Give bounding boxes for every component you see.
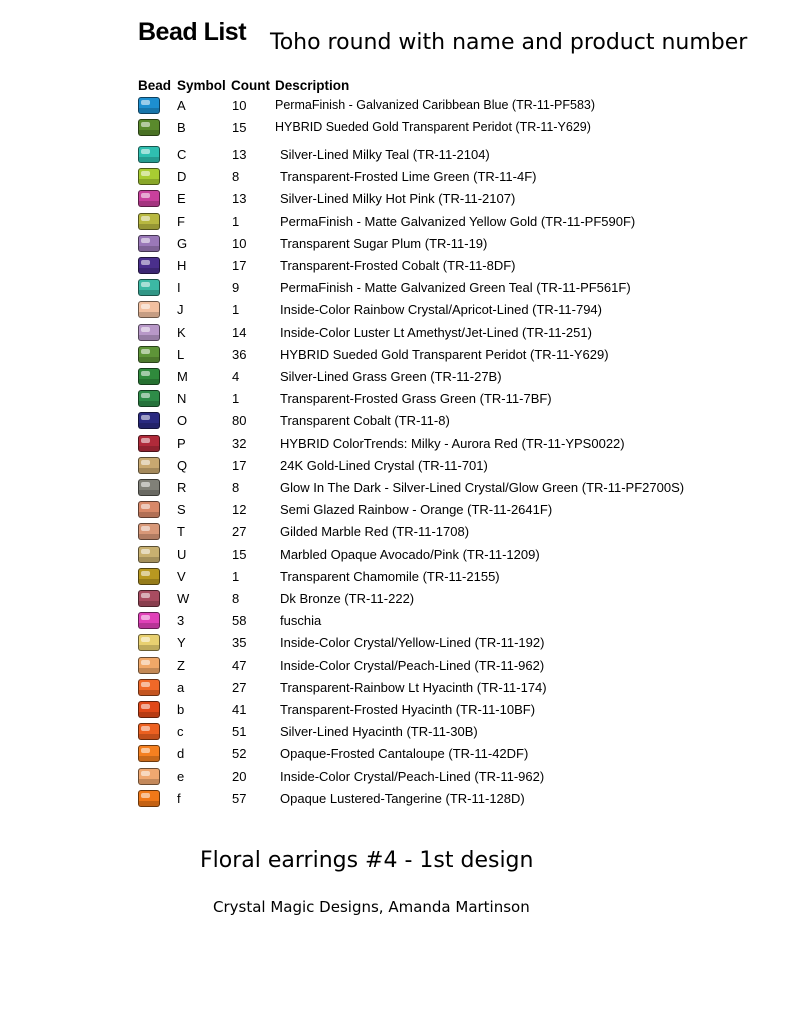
bead-description: Inside-Color Crystal/Peach-Lined (TR-11-962) — [280, 657, 545, 673]
bead-row — [0, 678, 794, 698]
bead-symbol: D — [177, 169, 187, 185]
bead-color-swatch — [138, 701, 160, 718]
bead-row — [0, 789, 794, 809]
bead-description: Opaque Lustered-Tangerine (TR-11-128D) — [280, 790, 525, 806]
bead-count: 17 — [232, 457, 247, 473]
bead-description: Transparent-Rainbow Lt Hyacinth (TR-11-174) — [280, 679, 547, 695]
bead-color-swatch — [138, 546, 160, 563]
bead-color-swatch — [138, 568, 160, 585]
bead-color-swatch — [138, 590, 160, 607]
bead-row — [0, 300, 794, 320]
bead-color-swatch — [138, 97, 160, 114]
bead-color-swatch — [138, 213, 160, 230]
bead-description: Transparent Sugar Plum (TR-11-19) — [280, 235, 488, 251]
bead-count: 15 — [232, 546, 247, 562]
bead-description: Transparent Chamomile (TR-11-2155) — [280, 568, 500, 584]
bead-symbol: Y — [177, 635, 186, 651]
bead-description: Silver-Lined Grass Green (TR-11-27B) — [280, 369, 502, 384]
bead-color-swatch — [138, 324, 160, 341]
bead-count: 10 — [232, 235, 247, 251]
bead-description: HYBRID Sueded Gold Transparent Peridot (TR-11-Y629) — [275, 120, 591, 134]
bead-row — [0, 323, 794, 343]
bead-description: fuschia — [280, 613, 322, 629]
bead-color-swatch — [138, 790, 160, 807]
bead-color-swatch — [138, 368, 160, 385]
bead-row — [0, 212, 794, 232]
bead-symbol: b — [177, 702, 185, 717]
bead-count: 20 — [232, 768, 247, 784]
bead-row — [0, 522, 794, 542]
bead-count: 8 — [232, 169, 240, 185]
bead-color-swatch — [138, 679, 160, 696]
bead-color-swatch — [138, 479, 160, 496]
bead-color-swatch — [138, 168, 160, 185]
bead-count: 8 — [232, 591, 240, 606]
bead-symbol: U — [177, 546, 187, 562]
bead-description: Marbled Opaque Avocado/Pink (TR-11-1209) — [280, 546, 540, 562]
bead-count: 1 — [232, 213, 240, 229]
bead-row — [0, 722, 794, 742]
header-symbol: Symbol — [177, 78, 226, 93]
bead-color-swatch — [138, 235, 160, 252]
bead-count: 15 — [232, 120, 247, 135]
bead-count: 10 — [232, 98, 247, 113]
bead-row — [0, 478, 794, 498]
bead-description: Inside-Color Crystal/Peach-Lined (TR-11-962) — [280, 768, 545, 784]
bead-description: Glow In The Dark - Silver-Lined Crystal/Glow Green (TR-11-PF2700S) — [280, 480, 685, 495]
bead-color-swatch — [138, 119, 160, 136]
bead-row — [0, 278, 794, 298]
bead-symbol: O — [177, 413, 188, 429]
bead-description: HYBRID Sueded Gold Transparent Peridot (TR-11-Y629) — [280, 346, 609, 362]
bead-row — [0, 767, 794, 787]
bead-symbol: e — [177, 768, 185, 784]
bead-symbol: P — [177, 435, 186, 451]
bead-count: 8 — [232, 480, 240, 495]
bead-count: 47 — [232, 657, 247, 673]
bead-description: Transparent-Frosted Cobalt (TR-11-8DF) — [280, 258, 516, 273]
bead-symbol: a — [177, 679, 185, 695]
bead-count: 36 — [232, 346, 247, 362]
bead-description: Semi Glazed Rainbow - Orange (TR-11-2641F) — [280, 502, 553, 518]
bead-row — [0, 589, 794, 609]
bead-color-swatch — [138, 634, 160, 651]
bead-symbol: I — [177, 280, 181, 296]
bead-description: PermaFinish - Matte Galvanized Yellow Gold (TR-11-PF590F) — [280, 213, 636, 229]
bead-row — [0, 367, 794, 387]
bead-description: Silver-Lined Milky Teal (TR-11-2104) — [280, 147, 490, 162]
bead-color-swatch — [138, 657, 160, 674]
bead-symbol: K — [177, 324, 186, 340]
bead-color-swatch — [138, 435, 160, 452]
bead-row — [0, 633, 794, 653]
bead-color-swatch — [138, 279, 160, 296]
bead-description: Opaque-Frosted Cantaloupe (TR-11-42DF) — [280, 746, 529, 762]
bead-description: Inside-Color Rainbow Crystal/Apricot-Lined (TR-11-794) — [280, 302, 602, 318]
bead-row — [0, 611, 794, 631]
bead-description: 24K Gold-Lined Crystal (TR-11-701) — [280, 457, 488, 473]
bead-description: Inside-Color Luster Lt Amethyst/Jet-Lined (TR-11-251) — [280, 324, 592, 340]
bead-count: 35 — [232, 635, 247, 651]
bead-description: Silver-Lined Hyacinth (TR-11-30B) — [280, 724, 478, 740]
bead-symbol: F — [177, 213, 185, 229]
bead-color-swatch — [138, 146, 160, 163]
bead-color-swatch — [138, 301, 160, 318]
bead-row — [0, 567, 794, 587]
bead-row — [0, 389, 794, 409]
bead-symbol: V — [177, 568, 186, 584]
bead-count: 27 — [232, 679, 247, 695]
bead-count: 1 — [232, 302, 240, 318]
bead-symbol: S — [177, 502, 186, 518]
bead-color-swatch — [138, 723, 160, 740]
bead-color-swatch — [138, 190, 160, 207]
bead-count: 32 — [232, 435, 247, 451]
bead-description: Transparent-Frosted Hyacinth (TR-11-10BF) — [280, 702, 536, 717]
bead-row — [0, 656, 794, 676]
bead-count: 57 — [232, 790, 247, 806]
bead-count: 52 — [232, 746, 247, 762]
bead-symbol: c — [177, 724, 184, 740]
bead-symbol: Z — [177, 657, 185, 673]
bead-color-swatch — [138, 501, 160, 518]
bead-description: Dk Bronze (TR-11-222) — [280, 591, 415, 606]
bead-count: 9 — [232, 280, 240, 296]
bead-description: Inside-Color Crystal/Yellow-Lined (TR-11-192) — [280, 635, 545, 651]
bead-row — [0, 118, 794, 138]
bead-symbol: R — [177, 480, 187, 495]
bead-symbol: d — [177, 746, 185, 762]
bead-symbol: H — [177, 258, 187, 273]
header-bead: Bead — [138, 78, 172, 93]
designer-credit: Crystal Magic Designs, Amanda Martinson — [213, 898, 530, 916]
bead-symbol: A — [177, 98, 186, 113]
bead-row — [0, 545, 794, 565]
design-name: Floral earrings #4 - 1st design — [200, 848, 534, 873]
bead-symbol: T — [177, 524, 185, 540]
bead-description: Gilded Marble Red (TR-11-1708) — [280, 524, 470, 540]
bead-color-swatch — [138, 523, 160, 540]
bead-row — [0, 167, 794, 187]
bead-symbol: G — [177, 235, 188, 251]
bead-count: 1 — [232, 391, 240, 407]
bead-color-swatch — [138, 612, 160, 629]
bead-symbol: N — [177, 391, 187, 407]
page-title: Bead List — [138, 18, 247, 46]
bead-description: Transparent-Frosted Lime Green (TR-11-4F) — [280, 169, 537, 185]
header-description: Description — [275, 78, 350, 93]
bead-symbol: W — [177, 591, 190, 606]
bead-color-swatch — [138, 346, 160, 363]
bead-symbol: Q — [177, 457, 188, 473]
bead-count: 58 — [232, 613, 247, 629]
bead-count: 27 — [232, 524, 247, 540]
bead-color-swatch — [138, 257, 160, 274]
page-subtitle: Toho round with name and product number — [270, 30, 748, 55]
bead-row — [0, 145, 794, 165]
bead-count: 14 — [232, 324, 247, 340]
bead-symbol: L — [177, 346, 185, 362]
bead-description: Transparent Cobalt (TR-11-8) — [280, 413, 450, 429]
bead-count: 13 — [232, 191, 247, 207]
header-count: Count — [231, 78, 270, 93]
bead-count: 12 — [232, 502, 247, 518]
bead-row — [0, 189, 794, 209]
bead-count: 13 — [232, 147, 247, 162]
bead-symbol: J — [177, 302, 184, 318]
bead-row — [0, 256, 794, 276]
bead-symbol: E — [177, 191, 186, 207]
bead-color-swatch — [138, 412, 160, 429]
bead-symbol: 3 — [177, 613, 185, 629]
bead-symbol: B — [177, 120, 186, 135]
bead-count: 17 — [232, 258, 247, 273]
bead-row — [0, 345, 794, 365]
bead-row — [0, 500, 794, 520]
bead-color-swatch — [138, 768, 160, 785]
bead-row — [0, 411, 794, 431]
bead-count: 51 — [232, 724, 247, 740]
bead-row — [0, 744, 794, 764]
bead-count: 41 — [232, 702, 247, 717]
bead-row — [0, 234, 794, 254]
bead-description: PermaFinish - Matte Galvanized Green Teal (TR-11-PF561F) — [280, 280, 631, 296]
bead-count: 1 — [232, 568, 240, 584]
bead-symbol: C — [177, 147, 187, 162]
bead-description: PermaFinish - Galvanized Caribbean Blue (TR-11-PF583) — [275, 98, 596, 112]
bead-row — [0, 96, 794, 116]
bead-row — [0, 434, 794, 454]
bead-row — [0, 456, 794, 476]
bead-description: HYBRID ColorTrends: Milky - Aurora Red (TR-11-YPS0022) — [280, 435, 625, 451]
bead-symbol: f — [177, 790, 181, 806]
bead-description: Transparent-Frosted Grass Green (TR-11-7BF) — [280, 391, 552, 407]
bead-color-swatch — [138, 457, 160, 474]
bead-color-swatch — [138, 745, 160, 762]
bead-color-swatch — [138, 390, 160, 407]
bead-count: 80 — [232, 413, 247, 429]
bead-count: 4 — [232, 369, 240, 384]
bead-row — [0, 700, 794, 720]
bead-symbol: M — [177, 369, 188, 384]
bead-description: Silver-Lined Milky Hot Pink (TR-11-2107) — [280, 191, 516, 207]
